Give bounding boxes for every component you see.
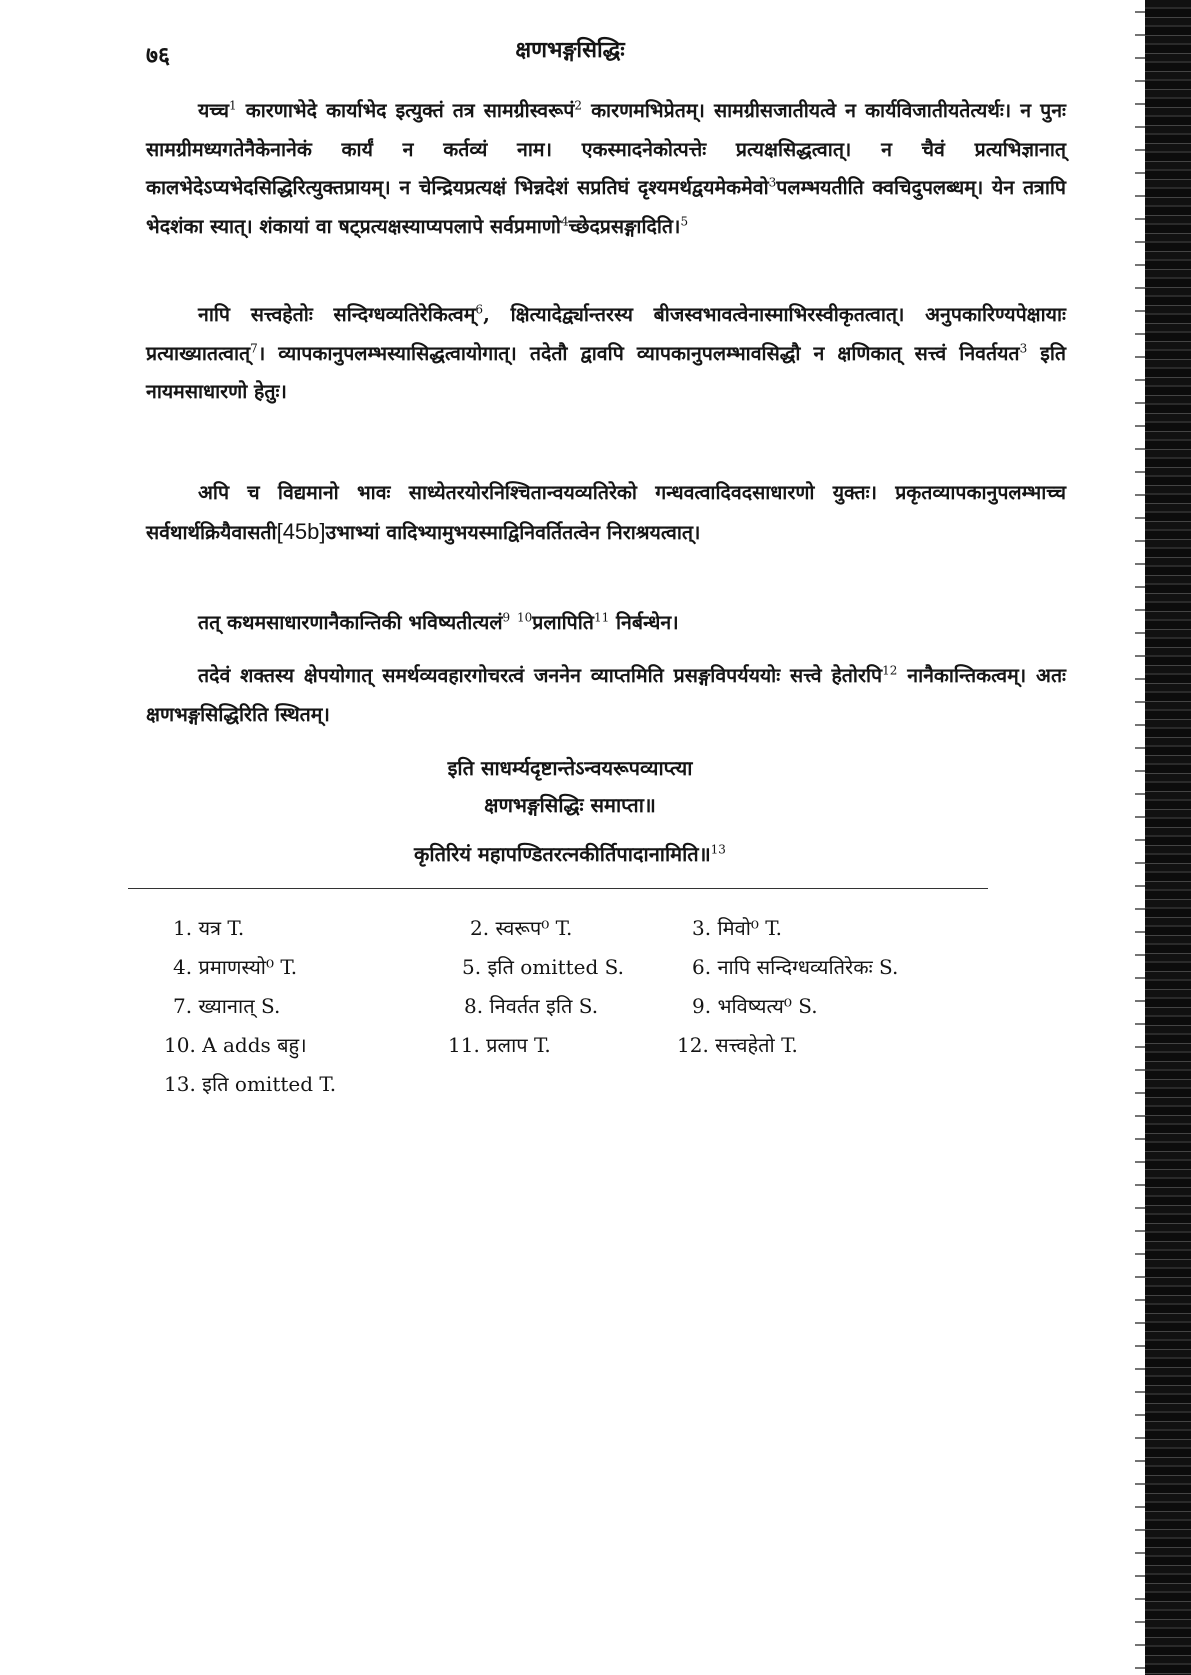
footnote: 4. प्रमाणस्यो⁰ T. xyxy=(173,955,298,979)
footnote: 8. निवर्तत इति S. xyxy=(464,994,599,1018)
footnote: 12. सत्त्वहेतो T. xyxy=(677,1033,798,1057)
paragraph-5: तदेवं शक्तस्य क्षेपयोगात् समर्थव्यवहारगोचरत्वं जननेन व्याप्तमिति प्रसङ्गविपर्यययोः सत्त्वे हेतोरपि$^{12}$ नानैकान्तिकत्वम्। अतः क्षणभङ्गसिद्धिरिति स्थितम्। xyxy=(146,663,1066,726)
page-number: ७६ xyxy=(146,42,170,69)
footnote-ref: 9 xyxy=(502,610,511,625)
footnote: 1. यत्र T. xyxy=(173,916,245,940)
footnote: 10. A adds बहु। xyxy=(164,1033,307,1057)
footnote-ref: 4 xyxy=(560,214,569,228)
running-title: क्षणभङ्गसिद्धिः xyxy=(515,37,625,63)
paragraph-3: अपि च विद्यमानो भावः साध्येतरयोरनिश्चितान्वयव्यतिरेको गन्धवत्वादिवदसाधारणो युक्तः। प्रकृतव्यापकानुपलम्भाच्च सर्वथार्थक्रियैवासती[45b]उभाभ्यां वादिभ्यामुभयस्माद्विनिवर्तितत्वेन निराश्रयत्वात्। xyxy=(146,481,1066,544)
footnote: 9. भविष्यत्य⁰ S. xyxy=(692,994,818,1018)
footnote-ref: 5 xyxy=(680,214,689,228)
colophon-line-2: क्षणभङ्गसिद्धिः समाप्ता॥ xyxy=(484,793,656,817)
paragraph-4: तत् कथमसाधारणानैकान्तिकी भविष्यतीत्यलं$^9$ $^{10}$प्रलापिति$^{11}$ निर्बन्धेन। xyxy=(198,610,679,634)
footnote-ref: 11 xyxy=(593,610,610,625)
footnote-ref: 10 xyxy=(516,610,533,625)
colophon-line-1: इति साधर्म्यदृष्टान्तेऽन्वयरूपव्याप्त्या xyxy=(447,756,693,780)
footnote: 2. स्वरूप⁰ T. xyxy=(470,916,573,940)
colophon-line-3: कृतिरियं महापण्डितरत्नकीर्तिपादानामिति॥$^{13}$ xyxy=(414,842,726,866)
footnote: 5. इति omitted S. xyxy=(462,955,625,979)
scan-edge-shadow xyxy=(1145,0,1191,1675)
footnote-ref: 7 xyxy=(250,341,258,355)
footnote-ref: 12 xyxy=(882,663,898,678)
folio-marker: [45b] xyxy=(276,518,326,544)
footnote: 11. प्रलाप T. xyxy=(448,1033,551,1057)
footnote: 3. मिवो⁰ T. xyxy=(692,916,783,940)
footnote-ref: 6 xyxy=(475,302,484,317)
footnote-ref: 3 xyxy=(768,175,777,190)
footnote-ref: 3 xyxy=(1019,341,1028,355)
footnote: 7. ख्यानात् S. xyxy=(173,994,281,1018)
footnote-ref: 1 xyxy=(229,98,237,113)
paragraph-2: नापि सत्त्वहेतोः सन्दिग्धव्यतिरेकित्वम्$^6$, क्षित्यादेर्द्व्यान्तरस्य बीजस्वभावत्वेनास्माभिरस्वीकृतत्वात्। अनुपकारिण्यपेक्षायाः प्रत्याख्यातत्वात्$^7$। व्यापकानुपलम्भस्यासिद्धत्वायोगात्। तदेतौ द्वावपि व्यापकानुपलम्भावसिद्धौ न क्षणिकात् सत्त्वं निवर्तयत$^3$ इति नायमसाधारणो हेतुः। xyxy=(146,302,1067,403)
footnote: 13. इति omitted T. xyxy=(164,1072,337,1096)
footnote-ref: 2 xyxy=(574,98,582,113)
footnote-divider xyxy=(128,888,988,889)
footnote: 6. नापि सन्दिग्धव्यतिरेकः S. xyxy=(692,955,899,979)
paragraph-1: यच्च$^1$ कारणाभेदे कार्याभेद इत्युक्तं तत्र सामग्रीस्वरूपं$^2$ कारणमभिप्रेतम्। सामग्रीसजातीयत्वे न कार्यविजातीयतेत्यर्थः। न पुनः सामग्रीमध्यगतेनैकेनानेकं कार्यं न कर्तव्यं नाम। एकस्मादनेकोत्पत्तेः प्रत्यक्षसिद्धत्वात्। न चैवं प्रत्यभिज्ञानात् कालभेदेऽप्यभेदसिद्धिरित्युक्तप्रायम्। न चेन्द्रियप्रत्यक्षं भिन्नदेशं सप्रतिघं दृश्यमर्थद्वयमेकमेवो$^3$पलम्भयतीति क्वचिदुपलब्धम्। येन तत्रापि भेदशंका स्यात्। शंकायां वा षट्प्रत्यक्षस्याप्यपलापे सर्वप्रमाणो$^4$च्छेदप्रसङ्गादिति।$^5$ xyxy=(146,98,1066,238)
footnote-ref: 13 xyxy=(710,842,726,857)
scan-edge-fringe xyxy=(1135,0,1145,1675)
